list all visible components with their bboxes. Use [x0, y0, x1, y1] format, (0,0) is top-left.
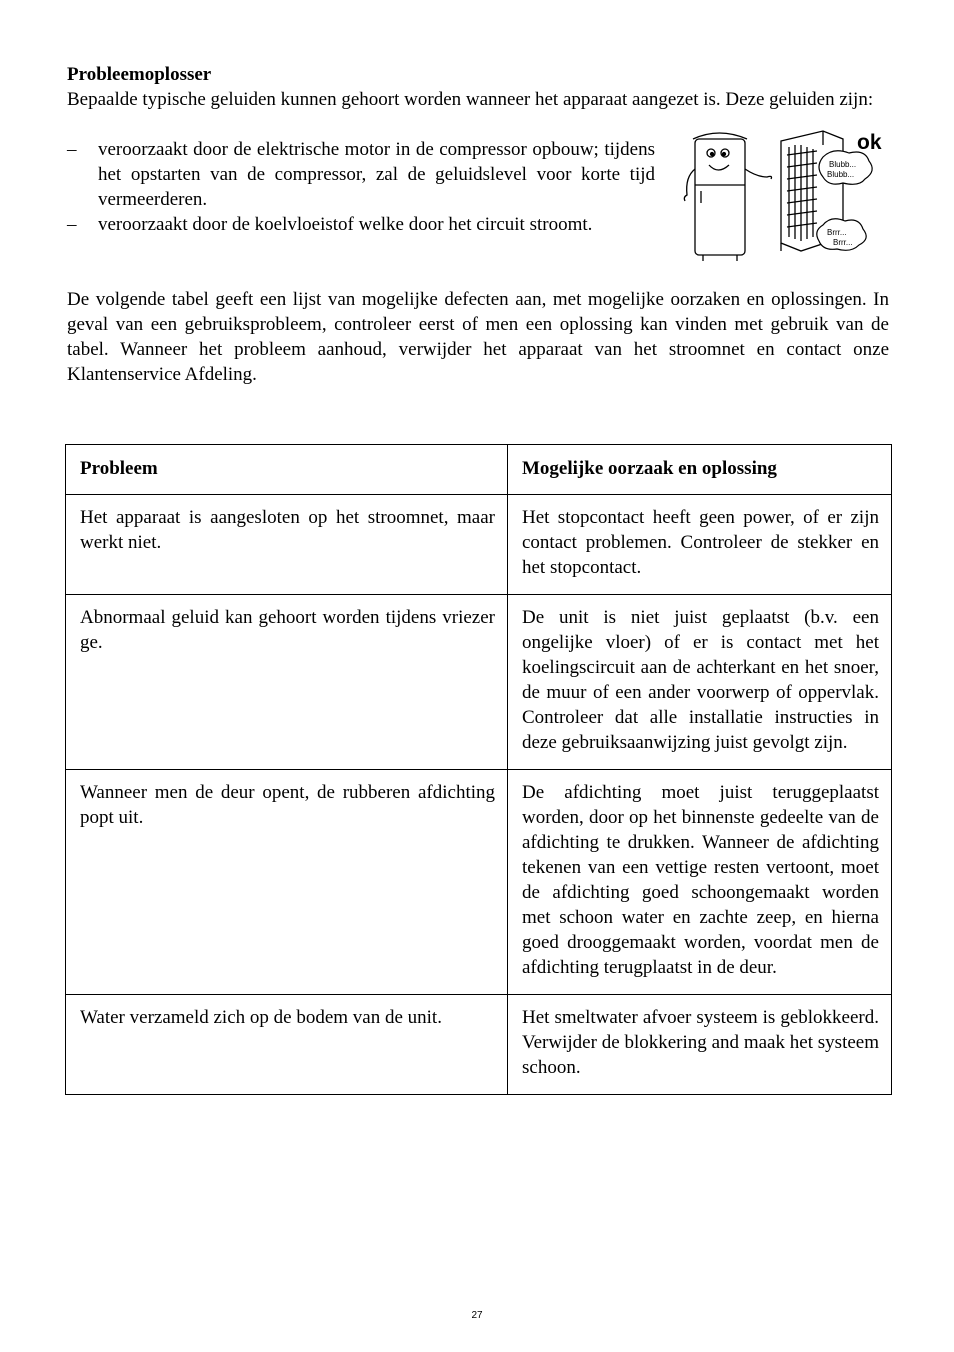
problem-cell: Abnormaal geluid kan gehoort worden tijdens vriezer ge. — [66, 595, 508, 770]
bullet-dash: – — [67, 139, 77, 160]
solution-cell: Het smeltwater afvoer systeem is geblokkeerd. Verwijder de blokkering and maak het systeem schoon. — [508, 995, 892, 1095]
bullet-item — [67, 137, 655, 212]
table-row — [66, 495, 892, 595]
table-intro-paragraph: De volgende tabel geeft een lijst van mogelijke defecten aan, met mogelijke oorzaken en oplossingen. In geval van een gebruiksprobleem, controleer eerst of men een oplossing kan vinden met gebruik van de tabel. Wanneer het probleem aanhoud, verwijder het apparaat van het stroomnet en contact onze Klantenservice Afdeling. — [67, 289, 889, 385]
bubble-text: Brrr... — [833, 238, 853, 247]
problem-cell: Het apparaat is aangesloten op het stroomnet, maar werkt niet. — [66, 495, 508, 595]
ok-label: ok — [857, 131, 882, 154]
table-header-row — [66, 445, 892, 495]
cartoon-fridge-front — [684, 133, 771, 261]
bubble-text: Blubb... — [827, 170, 855, 179]
bullet-text: veroorzaakt door de elektrische motor in de compressor opbouw; tijdens het opstarten van de compressor, zal de geluidslevel voor korte tijd vermeerderen. — [98, 139, 655, 210]
page-number: 27 — [471, 1310, 483, 1321]
solution-cell: De afdichting moet juist teruggeplaatst worden, door op het binnenste gedeelte van de afdichting te drukken. Wanneer de afdichting tekenen van een vettige resten vertoont, moet de afdichting goed schoongemaakt worden met schoon water en zachte zeep, en hierna goed drooggemaakt worden, voordat men de afdichting terugplaatst in de deur. — [508, 770, 892, 995]
problem-cell: Water verzameld zich op de bodem van de unit. — [66, 995, 508, 1095]
bullet-text: veroorzaakt door de koelvloeistof welke door het circuit stroomt. — [98, 214, 593, 235]
intro-paragraph: Bepaalde typische geluiden kunnen gehoort worden wanneer het apparaat aangezet is. Deze geluiden zijn: — [67, 89, 874, 110]
bubble-text: Brrr... — [827, 228, 847, 237]
table-row — [66, 995, 892, 1095]
bullet-list — [67, 137, 655, 237]
page-content — [67, 62, 889, 387]
bubble-text: Blubb... — [829, 160, 857, 169]
solution-cell: De unit is niet juist geplaatst (b.v. een ongelijke vloer) of er is contact met het koelingscircuit aan de achterkant en het snoer, de muur of een ander voorwerp of oppervlak. Controleer dat alle installatie instructies in deze gebruiksaanwijzing juist gevolgt zijn. — [508, 595, 892, 770]
sound-causes — [67, 131, 889, 262]
header-problem: Probleem — [66, 445, 508, 495]
bullet-item — [67, 212, 655, 237]
fridge-cartoon-illustration — [673, 125, 895, 265]
solution-cell: Het stopcontact heeft geen power, of er zijn contact problemen. Controleer de stekker en het stopcontact. — [508, 495, 892, 595]
bullet-dash: – — [67, 214, 77, 235]
table-row — [66, 770, 892, 995]
table-row — [66, 595, 892, 770]
section-heading: Probleemoplosser — [67, 64, 212, 85]
problem-cell: Wanneer men de deur opent, de rubberen afdichting popt uit. — [66, 770, 508, 995]
troubleshooting-table — [65, 444, 892, 1095]
header-solution: Mogelijke oorzaak en oplossing — [508, 445, 892, 495]
